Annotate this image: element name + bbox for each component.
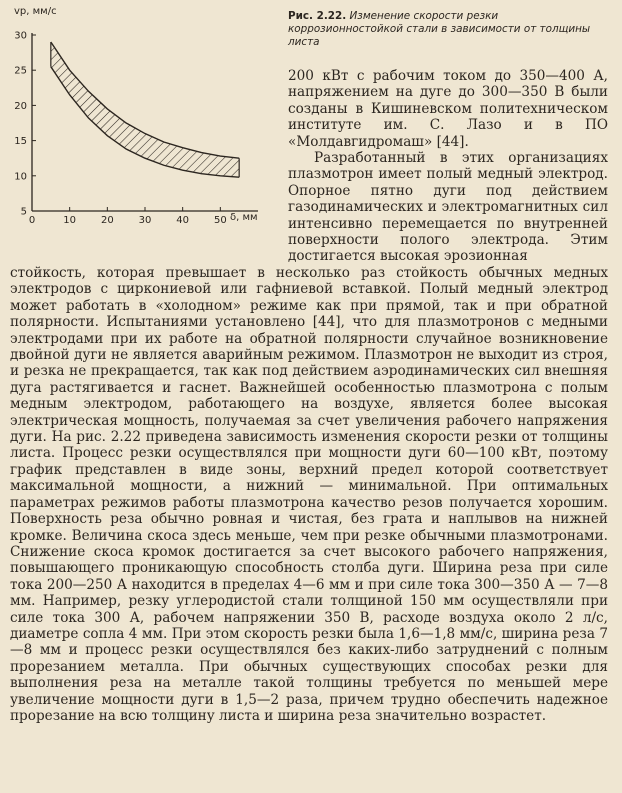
x-tick-label: 30 [138,215,152,226]
figure-number: Рис. 2.22. [288,10,347,22]
text-column [288,68,608,265]
figure-caption-text: Изменение скорости резки коррозионностойкой стали в зависимости от толщины листа [288,10,591,48]
x-tick-label: 50 [213,215,227,226]
paragraph: 200 кВт с рабочим током до 350—400 А, напряжением на дуге до 300—350 В были созданы в Кишиневском политехническом институте им. С. Лазо и в ПО «Молдавгидромаш» [44]. [288,68,608,150]
chart-area [51,42,239,177]
x-tick-label: 20 [100,215,114,226]
text-body [10,265,608,724]
chart-axes [32,33,258,211]
y-tick-label: 5 [20,206,27,218]
chart-xlabel: δ, мм [230,212,258,223]
y-tick-label: 15 [14,136,27,148]
x-tick-label: 40 [176,215,190,226]
y-tick-label: 25 [14,65,27,77]
paragraph: Разработанный в этих организациях плазмотрон имеет полый медный электрод. Опорное пятно дуги под действием газодинамических и электромагнитных сил интенсивно перемещается по внутренней поверхности полого электрода. Этим достигается высокая эрозионная [288,150,608,265]
chart-ylabel: vр, мм/с [14,6,57,17]
y-tick-label: 20 [14,100,27,112]
x-tick-label: 0 [28,215,36,226]
figure-caption [288,10,613,49]
y-tick-label: 30 [14,30,27,42]
figure-chart [0,0,278,232]
hatched-zone [51,42,239,177]
x-tick-label: 10 [63,215,77,226]
y-tick-label: 10 [14,171,27,183]
paragraph: стойкость, которая превышает в несколько раз стойкость обычных медных электродов с циркониевой или гафниевой вставкой. Полый медный электрод может работать в «холодном» режиме как при прямой, так и при обратной полярности. Испытаниями установлено [44], что для плазмотронов с медными электродами при их работе на обратной полярности случайное возникновение двойной дуги не является аварийным режимом. Плазмотрон не выходит из строя, и резка не прекращается, так как под действием аэродинамических сил внешняя дуга растягивается и гаснет. Важнейшей особенностью плазмотрона с полым медным электродом, работающего на воздухе, является более высокая электрическая мощность, получаемая за счет увеличения рабочего напряжения дуги. На рис. 2.22 приведена зависимость изменения скорости резки от толщины листа. Процесс резки осуществлялся при мощности дуги 60—100 кВт, поэтому график представлен в виде зоны, верхний предел которой соответствует максимальной мощности, а нижний — минимальной. При оптимальных параметрах режимов работы плазмотрона качество резов получается хорошим. Поверхность реза обычно ровная и чистая, без грата и наплывов на нижней кромке. Величина скоса здесь меньше, чем при резке обычными плазмотронами. Снижение скоса кромок достигается за счет высокого рабочего напряжения, повышающего проникающую способность столба дуги. Ширина реза при силе тока 200—250 А находится в пределах 4—6 мм и при силе тока 300—350 А — 7—8 мм. Например, резку углеродистой стали толщиной 150 мм осуществляли при силе тока 300 А, рабочем напряжении 350 В, расходе воздуха около 2 л/с, диаметре сопла 4 мм. При этом скорость резки была 1,6—1,8 мм/с, ширина реза 7—8 мм и процесс резки осуществлялся без каких-либо затруднений с полным прорезанием металла. При обычных существующих способах резки для выполнения реза на металле такой толщины требуется по меньшей мере увеличение мощности дуги в 1,5—2 раза, причем трудно обеспечить надежное прорезание на всю толщину листа и ширина реза значительно возрастет. [10,265,608,724]
